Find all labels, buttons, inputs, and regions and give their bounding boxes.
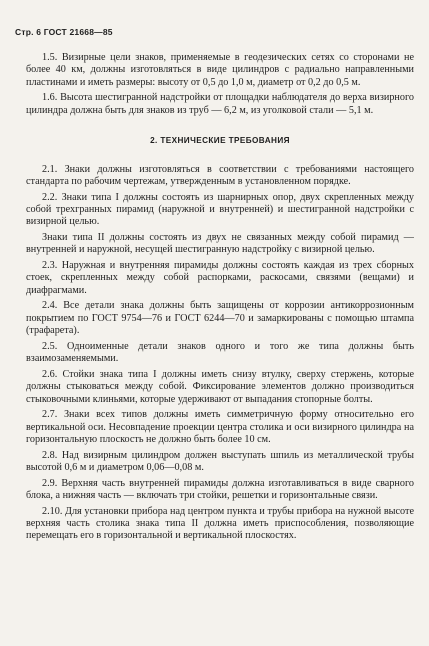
paragraph-2-2: 2.2. Знаки типа I должны состоять из шарнирных опор, двух скрепленных между собой трехгранных пирамид (наружной и внутренней) и шестигранной надстройки с визирной целью. [26,191,414,228]
paragraph-2-6: 2.6. Стойки знака типа I должны иметь снизу втулку, сверху стержень, которые должны стыковаться между собой. Фиксирование элементов должно производиться стыковочными клиньями, которые удерживают от выпадания стопорные болты. [26,368,414,405]
paragraph-2-10: 2.10. Для установки прибора над центром пункта и трубы прибора на нужной высоте верхняя часть столика знака типа II должна иметь приспособления, позволяющие перемещать его в горизонтальной и вертикальной плоскостях. [26,505,414,542]
page-header: Стр. 6 ГОСТ 21668—85 [15,27,113,37]
document-body [26,52,414,546]
paragraph-2-3: 2.3. Наружная и внутренняя пирамиды должны состоять каждая из трех сборных стоек, скрепленных между собой распорками, раскосами, связями (вещами) и диафрагмами. [26,260,414,296]
paragraph-2-8: 2.8. Над визирным цилиндром должен выступать шпиль из металлической трубы высотой 0,6 м и диаметром 0,06—0,08 м. [26,449,414,474]
paragraph-2-5: 2.5. Одноименные детали знаков одного и того же типа должны быть взаимозаменяемыми. [26,340,414,365]
paragraph-1-5: 1.5. Визирные цели знаков, применяемые в геодезических сетях со сторонами не более 40 км, должны изготовляться в виде цилиндров с радиально направленными пластинами и иметь размеры: высоту от 0,5 до 1,0 м, диаметр от 0,2 до 0,5 м. [26,52,414,88]
paragraph-2-2-type-ii: Знаки типа II должны состоять из двух не связанных между собой пирамид — внутренней и наружной, несущей шестигранную надстройку с визирной целью. [26,232,414,256]
paragraph-2-9: 2.9. Верхняя часть внутренней пирамиды должна изготавливаться в виде сварного блока, а нижняя часть — включать три стойки, решетки и горизонтальные связи. [26,477,414,502]
section-title: 2. ТЕХНИЧЕСКИЕ ТРЕБОВАНИЯ [150,136,290,146]
paragraph-2-4: 2.4. Все детали знака должны быть защищены от коррозии антикоррозионным покрытием по ГОСТ 9754—76 и ГОСТ 6244—70 и замаркированы с помощью штампа (трафарета). [26,300,414,337]
paragraph-2-7: 2.7. Знаки всех типов должны иметь симметричную форму относительно его вертикальной оси. Несовпадение проекции центра столика и оси визирного цилиндра на горизонтальную плоскость не должно быть более 10 см. [26,409,414,446]
paragraph-1-6: 1.6. Высота шестигранной надстройки от площадки наблюдателя до верха визирного цилиндра должна быть для знаков из труб — 6,2 м, из уголковой стали — 5,1 м. [26,92,414,116]
paragraph-2-1: 2.1. Знаки должны изготовляться в соответствии с требованиями настоящего стандарта по рабочим чертежам, утвержденным в установленном порядке. [26,163,414,188]
